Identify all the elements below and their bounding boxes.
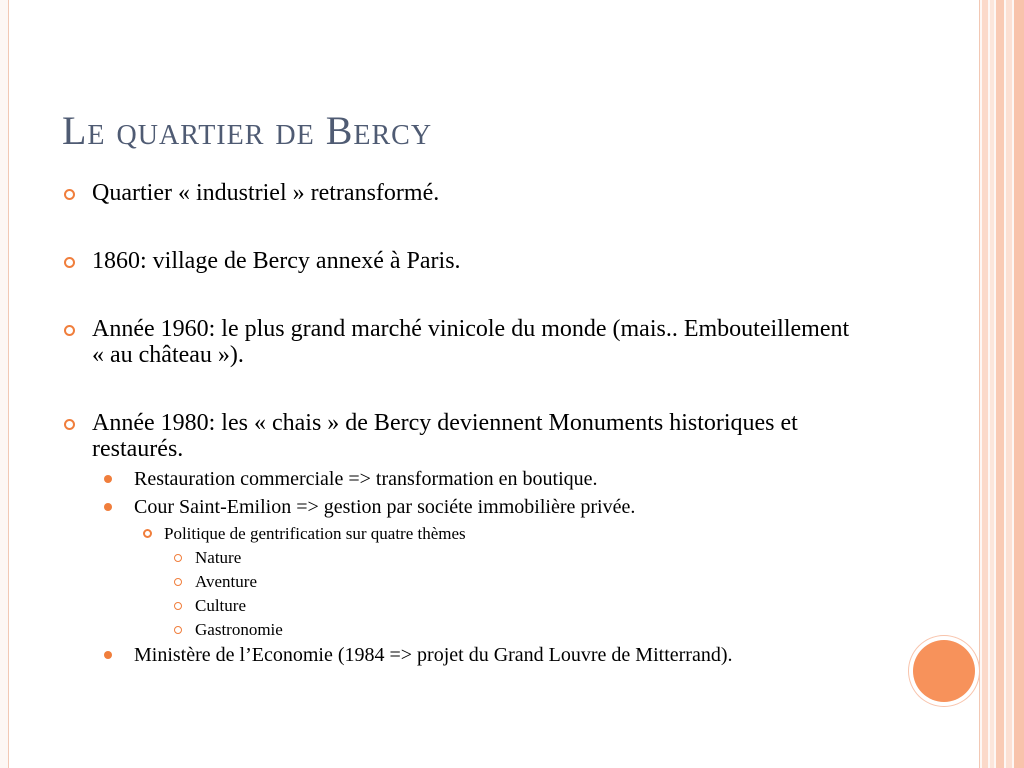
decorative-stripe	[996, 0, 1004, 768]
circle-bullet-icon	[64, 189, 75, 200]
theme-bullet-item	[62, 548, 862, 568]
theme-bullet-text: Culture	[195, 596, 246, 615]
theme-bullet-text: Gastronomie	[195, 620, 283, 639]
sub-sub-bullet-item	[62, 524, 862, 544]
ring-bullet-icon	[174, 578, 182, 586]
circle-bullet-icon	[64, 325, 75, 336]
bullet-text: Quartier « industriel » retransformé.	[92, 180, 440, 206]
theme-bullet-text: Nature	[195, 548, 242, 567]
sub-bullet-item	[62, 496, 862, 518]
theme-bullet-item	[62, 620, 862, 640]
bullet-item	[62, 410, 862, 462]
sub-bullet-text: Ministère de l’Economie (1984 => projet du Grand Louvre de Mitterrand).	[134, 644, 733, 666]
decorative-stripe	[990, 0, 994, 768]
bullet-text: Année 1980: les « chais » de Bercy deviennent Monuments historiques et restaurés.	[92, 410, 798, 462]
circle-bullet-icon	[143, 529, 152, 538]
dot-bullet-icon	[104, 651, 112, 659]
sub-bullet-item	[62, 644, 862, 666]
bullet-text: 1860: village de Bercy annexé à Paris.	[92, 248, 461, 274]
bullet-list	[62, 180, 862, 672]
decorative-stripe	[982, 0, 988, 768]
theme-bullet-text: Aventure	[195, 572, 257, 591]
sub-bullet-item	[62, 468, 862, 490]
sub-bullet-text: Restauration commerciale => transformation en boutique.	[134, 468, 598, 490]
theme-bullet-item	[62, 572, 862, 592]
bullet-text: Année 1960: le plus grand marché vinicole du monde (mais.. Embouteillement « au château »).	[92, 316, 850, 368]
sub-sub-bullet-text: Politique de gentrification sur quatre thèmes	[164, 524, 466, 543]
decorative-stripe	[1006, 0, 1012, 768]
dot-bullet-icon	[104, 503, 112, 511]
circle-bullet-icon	[64, 419, 75, 430]
bullet-item	[62, 316, 862, 368]
ring-bullet-icon	[174, 554, 182, 562]
bullet-item	[62, 180, 862, 206]
bullet-item	[62, 248, 862, 274]
sub-bullet-text: Cour Saint-Emilion => gestion par sociéte immobilière privée.	[134, 496, 636, 518]
theme-bullet-item	[62, 596, 862, 616]
slide-title: Le quartier de Bercy	[62, 108, 433, 153]
decorative-stripe	[1014, 0, 1024, 768]
ring-bullet-icon	[174, 626, 182, 634]
circle-bullet-icon	[64, 257, 75, 268]
decorative-circle-icon	[913, 640, 975, 702]
dot-bullet-icon	[104, 475, 112, 483]
ring-bullet-icon	[174, 602, 182, 610]
